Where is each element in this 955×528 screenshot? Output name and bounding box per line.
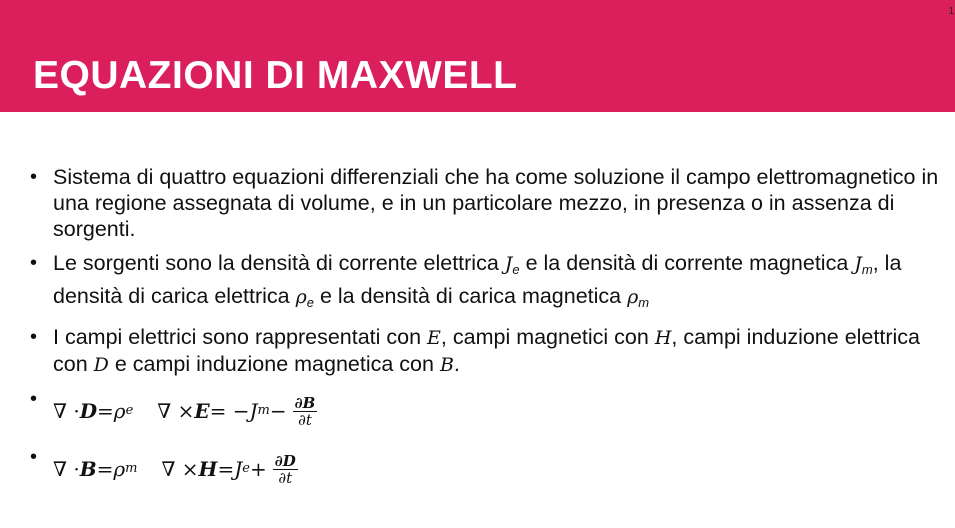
field-symbol: B bbox=[79, 457, 97, 481]
field-symbol: E bbox=[194, 399, 210, 423]
fraction-numerator: ∂B bbox=[294, 393, 316, 412]
symbol-B: B bbox=[439, 354, 454, 376]
operator: ∇ · bbox=[53, 457, 80, 481]
page-title: EQUAZIONI DI MAXWELL bbox=[33, 54, 518, 97]
symbol-J: J bbox=[234, 457, 243, 481]
bullet-text: e campi induzione magnetica con bbox=[108, 352, 440, 376]
maxwell-equation-2 bbox=[53, 453, 298, 486]
bullet-marker: • bbox=[30, 326, 38, 348]
time-derivative-fraction bbox=[293, 395, 318, 428]
symbol-rho: ρ bbox=[113, 399, 126, 423]
bullet-text: e la densità di carica magnetica bbox=[314, 284, 628, 308]
symbol-H: H bbox=[654, 327, 672, 349]
operator: − bbox=[269, 399, 287, 423]
symbol-J: J bbox=[504, 253, 513, 275]
operator: = bbox=[217, 457, 235, 481]
fraction-denominator: ∂t bbox=[278, 468, 293, 487]
symbol-rho: ρ bbox=[113, 457, 126, 481]
symbol-E: E bbox=[427, 327, 441, 349]
bullet-text: e la densità di corrente magnetica bbox=[519, 251, 855, 275]
symbol-D: D bbox=[93, 354, 109, 376]
symbol-rho: ρ bbox=[295, 286, 307, 308]
subscript: m bbox=[125, 461, 138, 476]
subscript-e: e bbox=[306, 295, 314, 310]
bullet-marker: • bbox=[30, 166, 38, 188]
symbol-rho: ρ bbox=[627, 286, 639, 308]
bullet-marker: • bbox=[30, 446, 38, 468]
operator: = bbox=[96, 457, 114, 481]
bullet-list bbox=[30, 164, 945, 502]
fraction-denominator: ∂t bbox=[298, 410, 312, 429]
bullet-item-system bbox=[30, 164, 945, 242]
subscript: m bbox=[257, 403, 270, 418]
bullet-text: Sistema di quattro equazioni differenziali che ha come soluzione il campo elettromagnetico in una regione assegnata di volume, e in un particolare mezzo, in presenza o in assenza di sorgenti. bbox=[53, 165, 939, 241]
bullet-text: . bbox=[453, 352, 460, 376]
field-symbol: D bbox=[79, 399, 98, 423]
bullet-text: Le sorgenti sono la densità di corrente elettrica bbox=[53, 251, 505, 275]
subscript-m: m bbox=[861, 262, 873, 277]
operator: ∇ × bbox=[157, 399, 195, 423]
symbol-J: J bbox=[854, 253, 862, 275]
bullet-item-equation-2 bbox=[30, 444, 945, 494]
operator: = − bbox=[209, 399, 250, 423]
subscript: e bbox=[242, 461, 250, 476]
bullet-item-fields bbox=[30, 324, 945, 378]
subscript-e: e bbox=[512, 262, 520, 277]
bullet-marker: • bbox=[30, 252, 38, 274]
operator: ∇ · bbox=[53, 399, 80, 423]
operator: ∇ × bbox=[161, 457, 199, 481]
field-symbol: H bbox=[198, 457, 218, 481]
bullet-item-equation-1 bbox=[30, 386, 945, 436]
bullet-marker: • bbox=[30, 388, 38, 410]
subscript: e bbox=[125, 403, 134, 418]
time-derivative-fraction bbox=[273, 453, 298, 486]
bullet-text: , campi induzione elettrica con bbox=[53, 325, 920, 376]
maxwell-equation-1 bbox=[53, 395, 317, 428]
subscript-m: m bbox=[638, 295, 650, 310]
bullet-text: I campi elettrici sono rappresentati con bbox=[53, 325, 428, 349]
symbol-J: J bbox=[249, 399, 258, 423]
bullet-text: , la densità di carica elettrica bbox=[53, 251, 902, 308]
operator: = bbox=[97, 399, 114, 423]
bullet-item-sources bbox=[30, 250, 945, 316]
slide-number: 1 bbox=[948, 6, 954, 17]
fraction-numerator: ∂D bbox=[274, 451, 296, 470]
title-banner bbox=[0, 0, 955, 112]
operator: + bbox=[249, 457, 267, 481]
bullet-text: , campi magnetici con bbox=[440, 325, 655, 349]
